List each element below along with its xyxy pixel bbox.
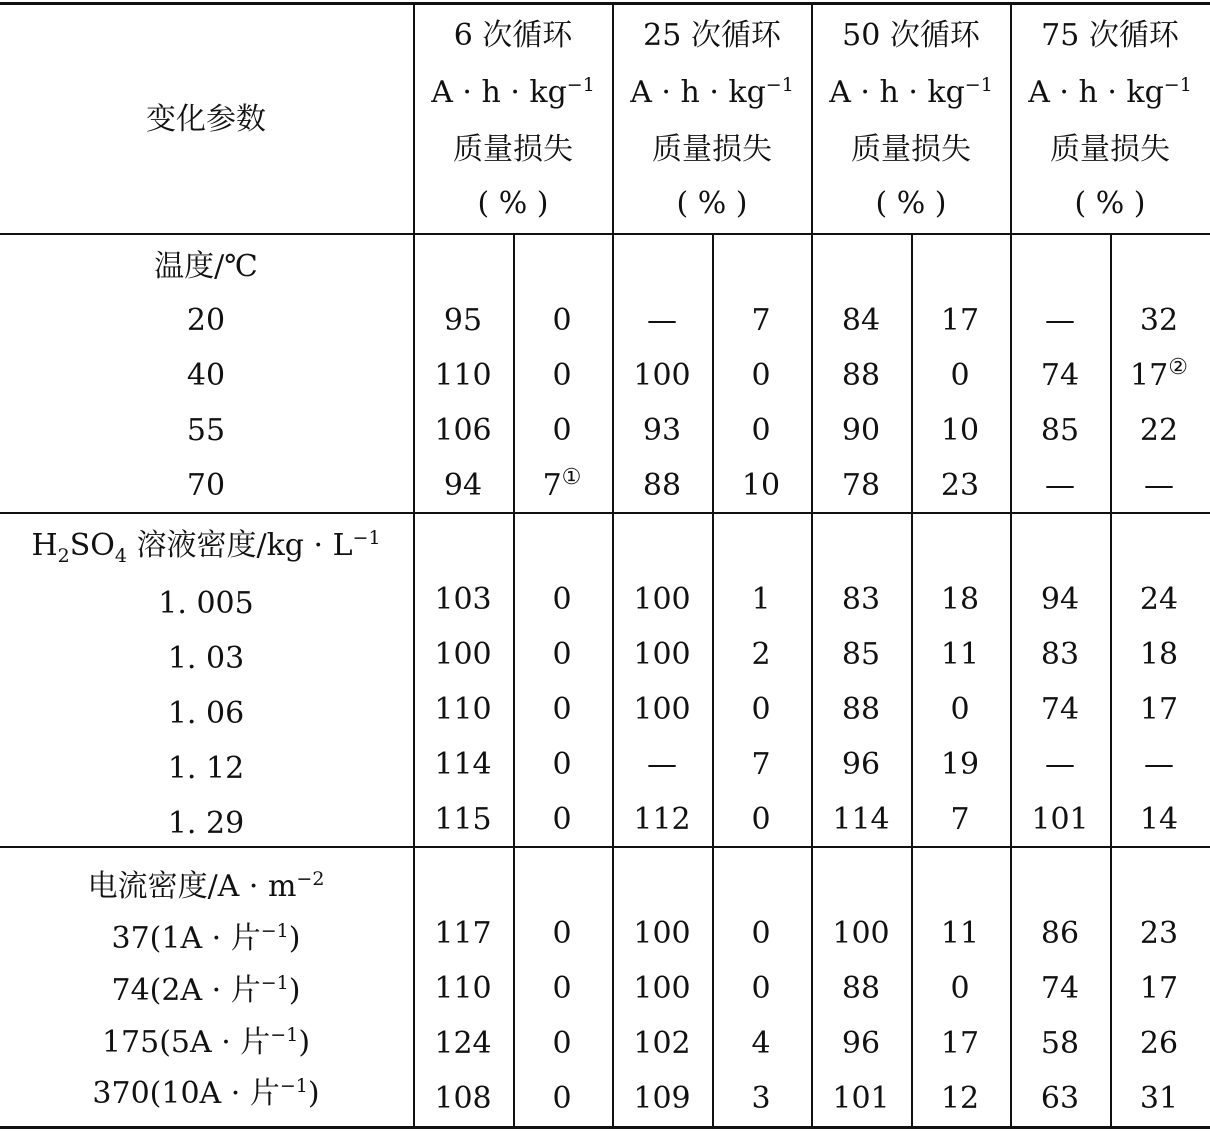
table-cell: 0 <box>552 582 572 617</box>
unit-header: $A \cdot h \cdot kg^{-1}$ <box>1028 74 1192 110</box>
footnote-marker: ① <box>561 465 582 490</box>
header-rule <box>0 233 1210 235</box>
col-rule-sub-2 <box>712 233 714 1129</box>
table-cell: 63 <box>1040 1081 1080 1116</box>
param-cell: 74(2A · 片$^{-1}$) <box>111 972 301 1008</box>
table-cell: 96 <box>841 747 881 782</box>
table-cell: 3 <box>751 1081 771 1116</box>
table-cell: 23 <box>940 468 980 503</box>
table-cell: 10 <box>940 413 980 448</box>
table-cell: 78 <box>841 468 881 503</box>
table-cell: 0 <box>552 916 572 951</box>
col-rule-sub-1 <box>513 233 515 1129</box>
table-cell: 110 <box>434 358 492 393</box>
table-cell: 19 <box>940 747 980 782</box>
section-rule-1 <box>0 512 1210 514</box>
mass-loss-header: 质量损失 <box>851 132 971 167</box>
table-cell: 0 <box>552 1026 572 1061</box>
table-cell: — <box>1045 468 1075 503</box>
table-cell: 83 <box>841 582 881 617</box>
table-cell: 18 <box>940 582 980 617</box>
table-cell: 94 <box>443 468 483 503</box>
table-cell: 0 <box>552 692 572 727</box>
table-cell: 24 <box>1139 582 1179 617</box>
param-cell: 55 <box>186 413 226 448</box>
table-cell: 88 <box>841 358 881 393</box>
table-cell: 84 <box>841 303 881 338</box>
table-cell: 0 <box>751 802 771 837</box>
param-cell: 1. 29 <box>167 806 245 841</box>
table-cell: 94 <box>1040 582 1080 617</box>
footnote-marker: ② <box>1168 355 1188 380</box>
table-cell: 102 <box>633 1026 691 1061</box>
percent-header: ( % ) <box>875 186 947 221</box>
param-cell: 370(10A · 片$^{-1}$) <box>92 1075 320 1111</box>
table-cell: 0 <box>751 358 771 393</box>
table-cell: 86 <box>1040 916 1080 951</box>
table-cell: — <box>1045 303 1075 338</box>
table-cell: 101 <box>1031 802 1089 837</box>
table-cell: 117 <box>434 916 492 951</box>
table-cell: 17 <box>940 1026 980 1061</box>
table-cell: 0 <box>950 692 970 727</box>
table-cell: 0 <box>552 802 572 837</box>
section-title-density: $H_2SO_4$ 溶液密度$/kg \cdot L^{-1}$ <box>31 527 381 567</box>
table-cell: 100 <box>434 637 492 672</box>
table-cell: 95 <box>443 303 483 338</box>
table-cell: 14 <box>1139 802 1179 837</box>
table-cell: 11 <box>940 916 980 951</box>
table-cell: 88 <box>841 971 881 1006</box>
table-cell: 0 <box>552 1081 572 1116</box>
table-cell: 17 <box>940 303 980 338</box>
unit-header: $A \cdot h \cdot kg^{-1}$ <box>431 74 595 110</box>
table-cell: 7 <box>950 802 970 837</box>
percent-header: ( % ) <box>477 186 549 221</box>
table-cell: 112 <box>633 802 691 837</box>
table-cell: 1 <box>751 582 771 617</box>
table-cell: 0 <box>751 413 771 448</box>
table-cell: 93 <box>642 413 682 448</box>
top-rule <box>0 2 1210 5</box>
table-cell: — <box>647 303 677 338</box>
cycles-header: 6 次循环 <box>453 18 573 53</box>
table-cell: 26 <box>1139 1026 1179 1061</box>
table-cell: 124 <box>434 1026 492 1061</box>
table-cell: 2 <box>751 637 771 672</box>
table-cell: — <box>1144 468 1174 503</box>
cycles-header: 25 次循环 <box>643 18 781 53</box>
table-cell: 7 <box>751 303 771 338</box>
percent-header: ( % ) <box>676 186 748 221</box>
table-cell: 90 <box>841 413 881 448</box>
table-cell: 32 <box>1139 303 1179 338</box>
table-cell: 7 <box>751 747 771 782</box>
table-cell: 100 <box>832 916 890 951</box>
table-cell: 114 <box>434 747 492 782</box>
percent-header: ( % ) <box>1074 186 1146 221</box>
table-cell: 101 <box>832 1081 890 1116</box>
table-cell: 0 <box>552 971 572 1006</box>
col-rule-group-2 <box>612 2 614 1129</box>
table-cell: 17 <box>1139 692 1179 727</box>
table-cell: 100 <box>633 637 691 672</box>
table-cell: 12 <box>940 1081 980 1116</box>
mass-loss-header: 质量损失 <box>453 132 573 167</box>
param-cell: 1. 005 <box>158 586 254 621</box>
table-cell: 103 <box>434 582 492 617</box>
table-cell: 108 <box>434 1081 492 1116</box>
table-cell: 110 <box>434 971 492 1006</box>
table-cell: 18 <box>1139 637 1179 672</box>
table-cell: — <box>1045 747 1075 782</box>
table-cell: 31 <box>1139 1081 1179 1116</box>
table-cell: 100 <box>633 916 691 951</box>
table-cell: 100 <box>633 692 691 727</box>
section-title-temperature: 温度/℃ <box>154 249 258 284</box>
unit-header: $A \cdot h \cdot kg^{-1}$ <box>829 74 993 110</box>
mass-loss-header: 质量损失 <box>1050 132 1170 167</box>
table-cell: 0 <box>552 303 572 338</box>
table-cell: — <box>647 747 677 782</box>
table-cell: 100 <box>633 582 691 617</box>
table-cell: 58 <box>1040 1026 1080 1061</box>
table-cell: 88 <box>642 468 682 503</box>
cycles-header: 75 次循环 <box>1041 18 1179 53</box>
mass-loss-header: 质量损失 <box>652 132 772 167</box>
table-cell: 0 <box>751 692 771 727</box>
param-cell: 40 <box>186 358 226 393</box>
table-cell: 23 <box>1139 916 1179 951</box>
table-cell: 0 <box>552 413 572 448</box>
param-cell: 20 <box>186 303 226 338</box>
cycles-header: 50 次循环 <box>842 18 980 53</box>
table-cell-with-note: 17② <box>1130 355 1188 393</box>
table-cell: 85 <box>841 637 881 672</box>
param-cell: 1. 06 <box>167 696 245 731</box>
table-cell: 0 <box>950 358 970 393</box>
table-cell: 0 <box>552 747 572 782</box>
col-rule-sub-4 <box>1110 233 1112 1129</box>
table-cell: 0 <box>751 916 771 951</box>
table-cell: 115 <box>434 802 492 837</box>
col-rule-sub-3 <box>911 233 913 1129</box>
table-cell: 100 <box>633 971 691 1006</box>
table-cell: 4 <box>751 1026 771 1061</box>
table-cell: 0 <box>950 971 970 1006</box>
param-cell: 1. 12 <box>167 751 245 786</box>
col-rule-group-3 <box>811 2 813 1129</box>
table-cell: 0 <box>751 971 771 1006</box>
table-cell: 74 <box>1040 358 1080 393</box>
table-cell: 0 <box>552 358 572 393</box>
section-rule-2 <box>0 846 1210 848</box>
table-cell-with-note: 7① <box>542 465 582 503</box>
table-cell: 10 <box>741 468 781 503</box>
table-cell: 106 <box>434 413 492 448</box>
section-title-current: 电流密度$/A \cdot m^{-2}$ <box>87 868 325 904</box>
param-cell: 1. 03 <box>167 641 245 676</box>
param-header: 变化参数 <box>146 102 266 137</box>
col-rule-group-4 <box>1010 2 1012 1129</box>
table-cell: 17 <box>1139 971 1179 1006</box>
table-cell: 83 <box>1040 637 1080 672</box>
bottom-rule <box>0 1126 1210 1129</box>
table-cell: 109 <box>633 1081 691 1116</box>
table-cell: 74 <box>1040 971 1080 1006</box>
table-cell: 11 <box>940 637 980 672</box>
unit-header: $A \cdot h \cdot kg^{-1}$ <box>630 74 794 110</box>
table-cell: 74 <box>1040 692 1080 727</box>
table-cell: 0 <box>552 637 572 672</box>
table-cell: 22 <box>1139 413 1179 448</box>
table-cell: 96 <box>841 1026 881 1061</box>
table-cell: 100 <box>633 358 691 393</box>
table-cell: 88 <box>841 692 881 727</box>
col-rule-param <box>413 2 415 1129</box>
table-cell: 114 <box>832 802 890 837</box>
param-cell: 175(5A · 片$^{-1}$) <box>101 1024 311 1060</box>
table-cell: 110 <box>434 692 492 727</box>
table-cell: — <box>1144 747 1174 782</box>
table-cell: 85 <box>1040 413 1080 448</box>
param-cell: 37(1A · 片$^{-1}$) <box>111 920 301 956</box>
param-cell: 70 <box>186 468 226 503</box>
